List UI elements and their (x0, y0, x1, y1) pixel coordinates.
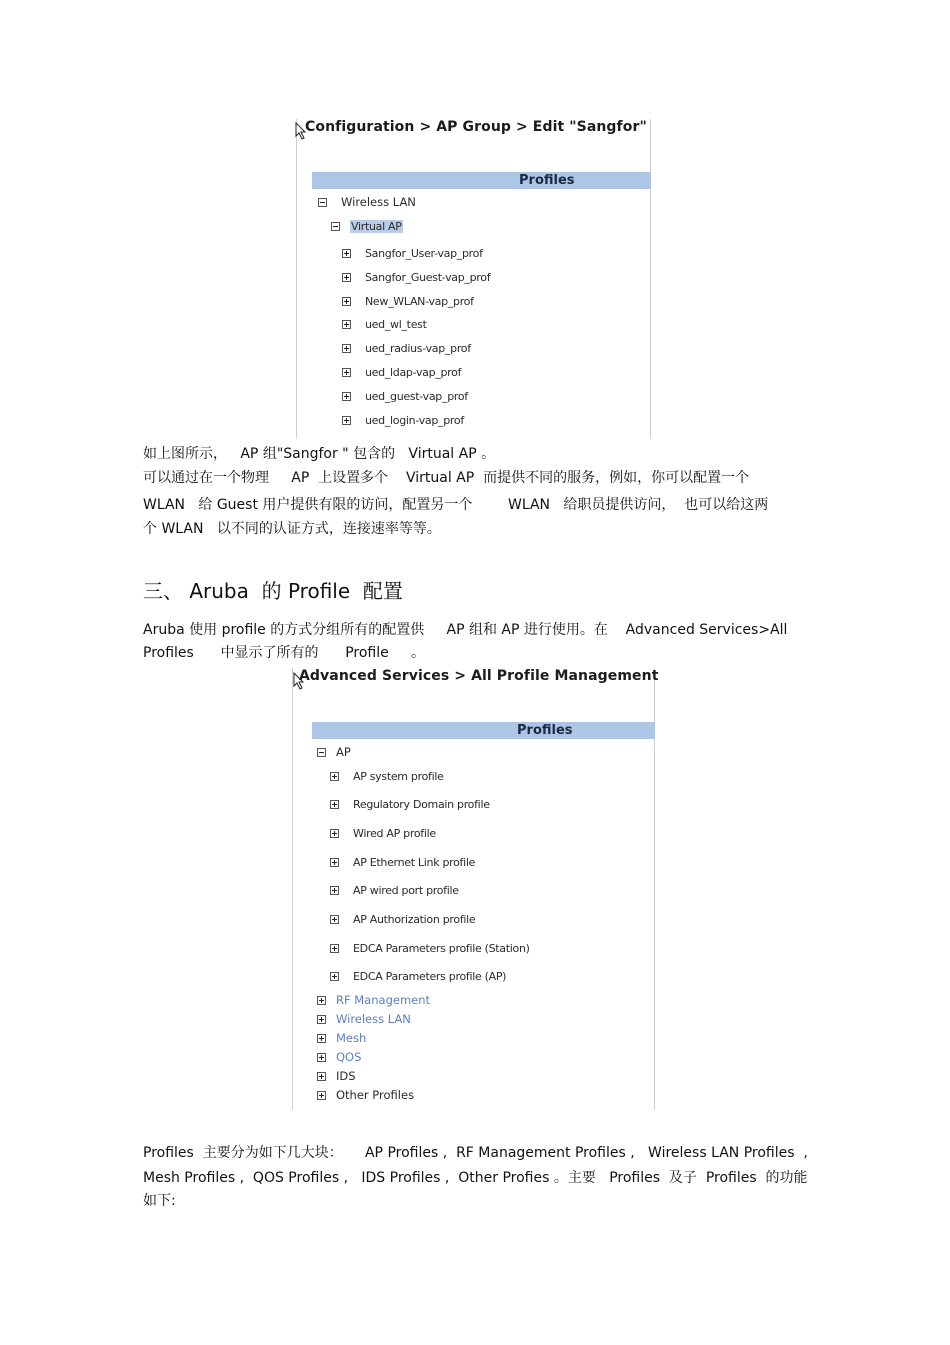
screenshot-all-profiles (292, 668, 659, 1110)
paragraph-line: Profiles 主要分为如下几大块： AP Profiles , RF Management Profiles , Wireless LAN Profiles , (143, 1145, 808, 1161)
expand-icon[interactable] (317, 1053, 326, 1062)
expand-icon[interactable] (330, 800, 339, 809)
collapse-icon[interactable] (317, 748, 326, 757)
profiles-header: Profiles (312, 722, 655, 739)
tree-item[interactable]: Regulatory Domain profile (330, 796, 490, 812)
expand-icon[interactable] (342, 368, 351, 377)
section-heading: 三、 Aruba 的 Profile 配置 (143, 579, 403, 603)
paragraph-line: WLAN 给 Guest 用户提供有限的访问，配置另一个 WLAN 给职员提供访问， 也可以给这两 (143, 497, 769, 513)
paragraph-line: Mesh Profiles , QOS Profiles , IDS Profiles , Other Profies 。主要 Profiles 及子 Profiles 的功能 (143, 1170, 808, 1186)
tree-item[interactable]: AP wired port profile (330, 882, 459, 898)
tree-node-wireless-lan[interactable]: Wireless LAN (318, 194, 416, 210)
expand-icon[interactable] (330, 772, 339, 781)
tree-group-mesh[interactable]: Mesh (317, 1030, 366, 1046)
paragraph-line: 如下: (143, 1193, 176, 1209)
paragraph-line: Profiles 中显示了所有的 Profile 。 (143, 645, 426, 661)
tree-item[interactable]: Sangfor_User-vap_prof (342, 245, 483, 261)
tree-item[interactable]: Sangfor_Guest-vap_prof (342, 269, 490, 285)
tree-item[interactable]: New_WLAN-vap_prof (342, 293, 474, 309)
expand-icon[interactable] (317, 1015, 326, 1024)
tree-item[interactable]: ued_login-vap_prof (342, 412, 464, 428)
tree-item[interactable]: AP Authorization profile (330, 911, 475, 927)
tree-item[interactable]: ued_radius-vap_prof (342, 340, 471, 356)
tree-group-wireless-lan[interactable]: Wireless LAN (317, 1011, 411, 1027)
paragraph-line: 如上图所示， AP 组"Sangfor " 包含的 Virtual AP 。 (143, 446, 496, 462)
profiles-header: Profiles (312, 172, 651, 189)
tree-group-other-profiles[interactable]: Other Profiles (317, 1087, 414, 1103)
screenshot-ap-group (296, 119, 651, 439)
expand-icon[interactable] (317, 1034, 326, 1043)
paragraph-line: Aruba 使用 profile 的方式分组所有的配置供 AP 组和 AP 进行使用。在 Advanced Services>All (143, 622, 788, 638)
collapse-icon[interactable] (318, 198, 327, 207)
tree-item[interactable]: ued_wl_test (342, 316, 427, 332)
expand-icon[interactable] (330, 972, 339, 981)
expand-icon[interactable] (317, 1072, 326, 1081)
expand-icon[interactable] (342, 344, 351, 353)
expand-icon[interactable] (317, 1091, 326, 1100)
expand-icon[interactable] (342, 297, 351, 306)
tree-node-virtual-ap[interactable]: Virtual AP (331, 218, 403, 234)
expand-icon[interactable] (330, 858, 339, 867)
tree-item[interactable]: EDCA Parameters profile (AP) (330, 968, 506, 984)
expand-icon[interactable] (342, 392, 351, 401)
expand-icon[interactable] (342, 320, 351, 329)
tree-group-qos[interactable]: QOS (317, 1049, 361, 1065)
expand-icon[interactable] (342, 249, 351, 258)
tree-item[interactable]: AP system profile (330, 768, 444, 784)
expand-icon[interactable] (342, 416, 351, 425)
tree-group-ids[interactable]: IDS (317, 1068, 356, 1084)
expand-icon[interactable] (342, 273, 351, 282)
tree-item[interactable]: ued_guest-vap_prof (342, 388, 468, 404)
tree-item[interactable]: EDCA Parameters profile (Station) (330, 940, 530, 956)
tree-group-rf-management[interactable]: RF Management (317, 992, 430, 1008)
paragraph-line: 个 WLAN 以不同的认证方式，连接速率等等。 (143, 521, 441, 537)
breadcrumb: Configuration > AP Group > Edit "Sangfor" (305, 119, 647, 135)
expand-icon[interactable] (317, 996, 326, 1005)
paragraph-line: 可以通过在一个物理 AP 上设置多个 Virtual AP 而提供不同的服务，例如，你可以配置一个 (143, 470, 750, 486)
expand-icon[interactable] (330, 944, 339, 953)
collapse-icon[interactable] (331, 222, 340, 231)
expand-icon[interactable] (330, 915, 339, 924)
breadcrumb: Advanced Services > All Profile Management (299, 668, 659, 684)
tree-node-ap[interactable]: AP (317, 744, 351, 760)
tree-item[interactable]: ued_ldap-vap_prof (342, 364, 461, 380)
expand-icon[interactable] (330, 886, 339, 895)
tree-item[interactable]: AP Ethernet Link profile (330, 854, 475, 870)
tree-item[interactable]: Wired AP profile (330, 825, 436, 841)
expand-icon[interactable] (330, 829, 339, 838)
